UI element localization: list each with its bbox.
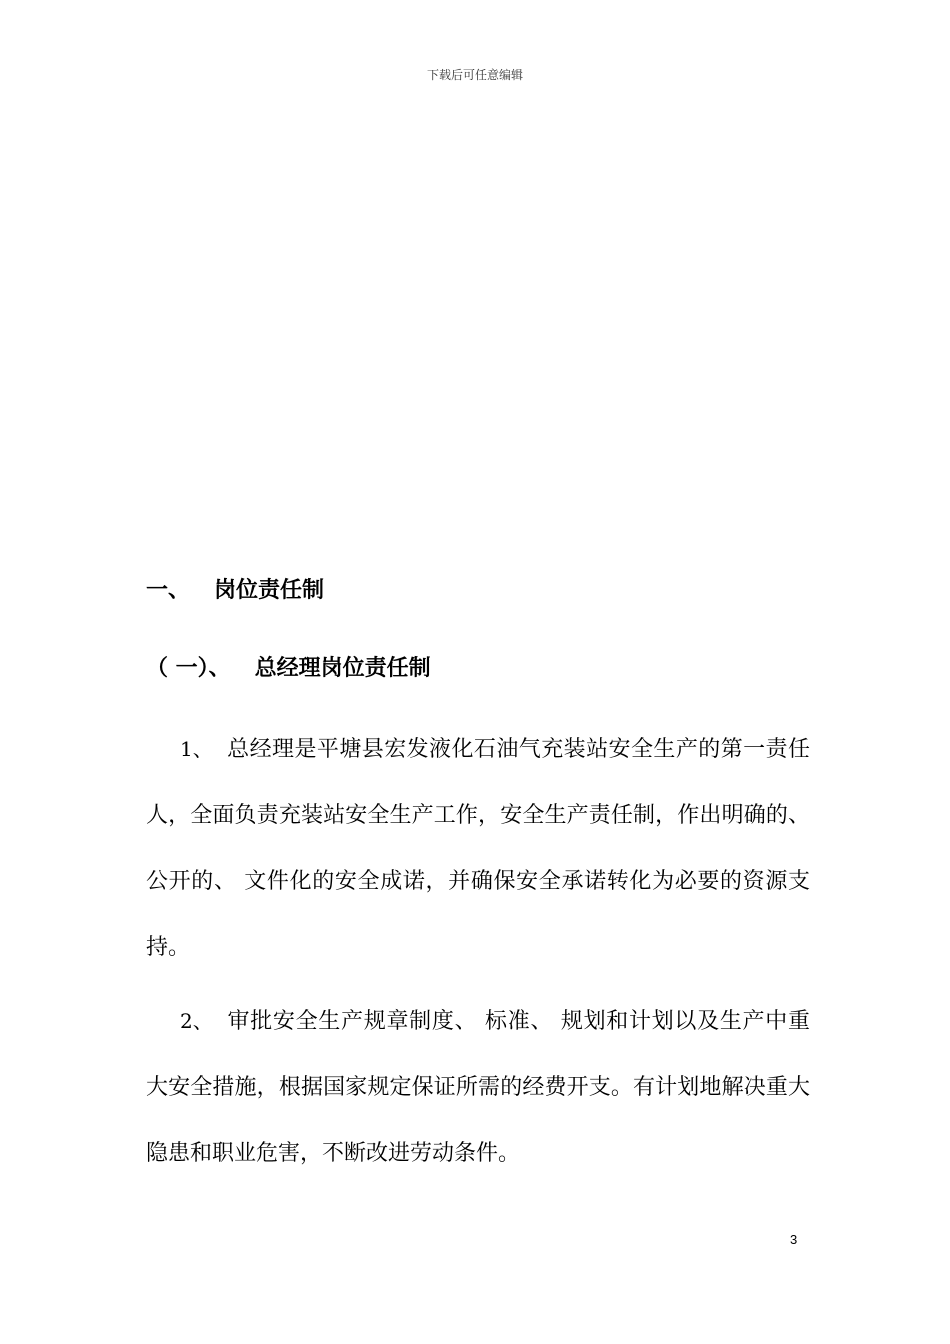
paragraph-2 — [146, 988, 810, 1187]
subsection-heading-1 — [146, 654, 431, 684]
section-number: 一、 — [146, 578, 191, 603]
paragraph-1 — [146, 716, 810, 981]
page-number: 3 — [790, 1232, 798, 1247]
section-title: 岗位责任制 — [214, 578, 325, 603]
section-heading-1 — [146, 576, 324, 606]
paragraph-text: 总经理是平塘县宏发液化石油气充装站安全生产的第一责任人，全面负责充装站安全生产工作，安全生产责任制，作出明确的、 公开的、 文件化的安全成诺，并确保安全承诺转化为必要的资源支持。 — [146, 737, 810, 960]
header-note: 下载后可任意编辑 — [426, 68, 523, 82]
paragraph-number: 1、 — [180, 737, 213, 761]
paragraph-text: 审批安全生产规章制度、 标准、 规划和计划以及生产中重大安全措施，根据国家规定保证所需的经费开支。有计划地解决重大隐患和职业危害，不断改进劳动条件。 — [146, 1009, 810, 1166]
subsection-title: 总经理岗位责任制 — [254, 656, 431, 681]
paragraph-number: 2、 — [180, 1009, 213, 1033]
subsection-number: （ 一）、 — [146, 656, 231, 681]
